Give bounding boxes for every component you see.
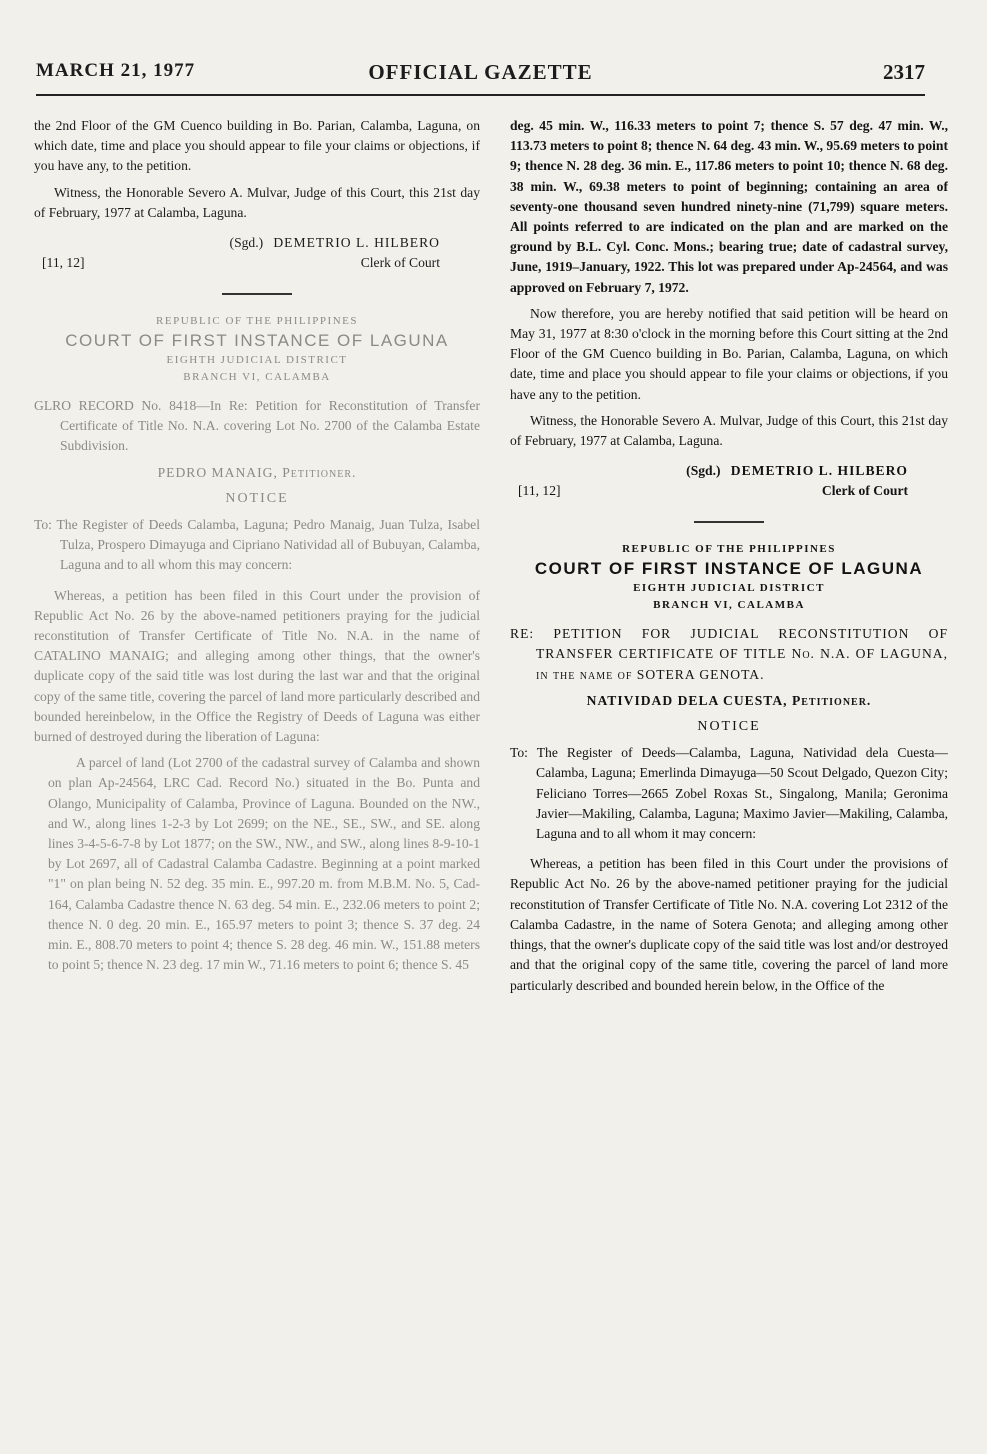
left-witness-paragraph: Witness, the Honorable Severo A. Mulvar, Judge of this Court, this 21st day of February, 1977 at Calamba, Laguna. — [34, 184, 480, 220]
right-petitioner: NATIVIDAD DELA CUESTA, Petitioner. — [586, 692, 872, 708]
left-whereas-paragraph: Whereas, a petition has been filed in this Court under the provision of Republic Act No. 26 by the above-named petitioners praying for the judicial reconstitution of Transfer Certificate of Title No. N.A. in the name of CATALINO MANAIG; and alleging among other things, that the owner's duplicate copy of the said title was lost during the last war and that the original copy of the same title, covering the parcel of land more particularly described and bounded hereinbelow, in the Office the Registry of Deeds of Laguna was either burned of destroyed during the liberation of Laguna: — [34, 587, 480, 745]
left-continued-paragraph: the 2nd Floor of the GM Cuenco building in Bo. Parian, Calamba, Laguna, on which date, time and place you should appear to file your claims or objections, if you have any, to the petition. — [34, 118, 480, 174]
header-date: MARCH 21, 1977 — [36, 60, 196, 81]
left-district: EIGHTH JUDICIAL DISTRICT — [166, 354, 348, 367]
right-signature-block — [510, 461, 948, 505]
left-parcel-description: A parcel of land (Lot 2700 of the cadastral survey of Calamba and shown on plan Ap-24564, LRC Cad. Record No.) situated in the Bo. Punta and Olango, Municipality of Calamba, Province of Laguna. Bounded on the NW., and W., along lines 1-2-3 by Lot 2699; on the NE., SE., SW., and SE. along lines 3-4-5-6-7-8 by Lot 1877; on the SW., NW., and SW., along lines 8-9-10-1 by Lot 2697, all of Cadastral Calamba Cadastre. Beginning at a point marked "1" on plan being N. 52 deg. 35 min. E., 997.20 m. from M.B.M. No. 5, Cad-164, Calamba Cadastre thence N. 63 deg. 54 min. E., 232.06 meters to point 2; thence N. 0 deg. 20 min. E., 165.97 meters to point 3; thence S. 37 deg. 24 min. E., 808.70 meters to point 4; thence S. 28 deg. 46 min. W., 151.88 meters to point 5; thence N. 23 deg. 17 min W., 71.16 meters to point 6; thence S. 45 — [48, 755, 480, 973]
left-section-divider — [222, 293, 292, 295]
left-sig-title: Clerk of Court — [360, 255, 440, 271]
right-witness-paragraph: Witness, the Honorable Severo A. Mulvar, Judge of this Court, this 21st day of February, 1977 at Calamba, Laguna. — [510, 412, 948, 449]
left-case-caption: GLRO RECORD No. 8418—In Re: Petition for Reconstitution of Transfer Certificate of Title No. N.A. covering Lot No. 2700 of the Calamba Estate Subdivision. — [34, 398, 480, 454]
right-continued-paragraph: deg. 45 min. W., 116.33 meters to point 7; thence S. 57 deg. 47 min. W., 113.73 meters to point 8; thence N. 64 deg. 43 min. W., 95.69 meters to point 9; thence N. 28 deg. 36 min. E., 117.86 meters to point 10; thence N. 68 deg. 38 min. W., 69.38 meters to point of beginning; containing an area of seventy-one thousand seven hundred ninety-nine (71,799) square meters. All points referred to are indicated on the plan and are marked on the ground by B.L. Cyl. Conc. Mons.; bearing true; date of cadastral survey, June, 1919–January, 1922. This lot was prepared under Ap-24564, and was approved on February 7, 1972. — [510, 118, 948, 295]
right-sig-title: Clerk of Court — [821, 483, 908, 499]
right-whereas-paragraph: Whereas, a petition has been filed in this Court under the provisions of Republic Act No. 26 by the above-named petitioner praying for the judicial reconstitution of Transfer Certificate of Title No. N.A. covering Lot 2312 of the Calamba Cadastre, in the name of Sotera Genota; and alleging among other things, that the owner's duplicate copy of the said title was lost and/or destroyed and that the original copy of the same title, covering the parcel of land more particularly described and bounded herein below, in the Office of the — [510, 856, 948, 993]
left-column — [34, 116, 480, 1446]
right-sig-name: DEMETRIO L. HILBERO — [730, 463, 908, 479]
right-column — [510, 116, 948, 1446]
left-signature-line — [230, 233, 440, 253]
header-rule — [36, 94, 925, 96]
header-page-number: 2317 — [883, 60, 925, 84]
right-now-therefore-paragraph: Now therefore, you are hereby notified that said petition will be heard on May 31, 1977 at 8:30 o'clock in the morning before this Court sitting at the 2nd Floor of the GM Cuenco building in Bo. Parian, Calamba, Laguna, on which date, time and place you should appear to file your claims or objections, if you have any to the petition. — [510, 305, 948, 402]
page-header — [36, 60, 925, 100]
left-sig-name: DEMETRIO L. HILBERO — [273, 235, 440, 251]
header-title: OFFICIAL GAZETTE — [368, 60, 593, 84]
right-signature-line — [686, 461, 908, 481]
right-case-caption: RE: PETITION FOR JUDICIAL RECONSTITUTION OF TRANSFER CERTIFICATE OF TITLE No. N.A. OF LAGUNA, in the name of SOTERA GENOTA. — [510, 626, 948, 682]
right-notice-heading: NOTICE — [697, 719, 761, 735]
right-addressees: To: The Register of Deeds—Calamba, Laguna, Natividad dela Cuesta—Calamba, Laguna; Emerlinda Dimayuga—50 Scout Delgado, Quezon City; Feliciano Torres—2665 Zobel Roxas St., Singalong, Manila; Geronima Javier—Makiling, Calamba, Laguna; Maximo Javier—Makiling, Calamba, Laguna and to all whom it may concern: — [510, 745, 948, 842]
left-court-name: COURT OF FIRST INSTANCE OF LAGUNA — [65, 331, 449, 351]
right-republic: REPUBLIC OF THE PHILIPPINES — [622, 543, 836, 556]
left-notice-heading: NOTICE — [225, 490, 289, 506]
left-addressees: To: The Register of Deeds Calamba, Laguna; Pedro Manaig, Juan Tulza, Isabel Tulza, Prospero Dimayuga and Cipriano Natividad all of Bubuyan, Calamba, Laguna and to all whom this may concern: — [34, 517, 480, 573]
right-court-name: COURT OF FIRST INSTANCE OF LAGUNA — [534, 559, 924, 579]
right-section-divider — [694, 521, 764, 523]
left-signature-block — [34, 233, 480, 277]
right-sig-sgd: (Sgd.) — [686, 463, 721, 479]
right-district: EIGHTH JUDICIAL DISTRICT — [633, 582, 825, 595]
left-sig-ref: [11, 12] — [42, 255, 85, 271]
right-sig-ref: [11, 12] — [518, 483, 561, 499]
left-petitioner: PEDRO MANAIG, Petitioner. — [157, 464, 357, 480]
left-republic: REPUBLIC OF THE PHILIPPINES — [156, 315, 358, 328]
left-notice-section — [34, 313, 480, 975]
right-branch: BRANCH VI, CALAMBA — [653, 599, 805, 612]
left-branch: BRANCH VI, CALAMBA — [183, 371, 331, 384]
left-sig-sgd: (Sgd.) — [229, 235, 264, 251]
